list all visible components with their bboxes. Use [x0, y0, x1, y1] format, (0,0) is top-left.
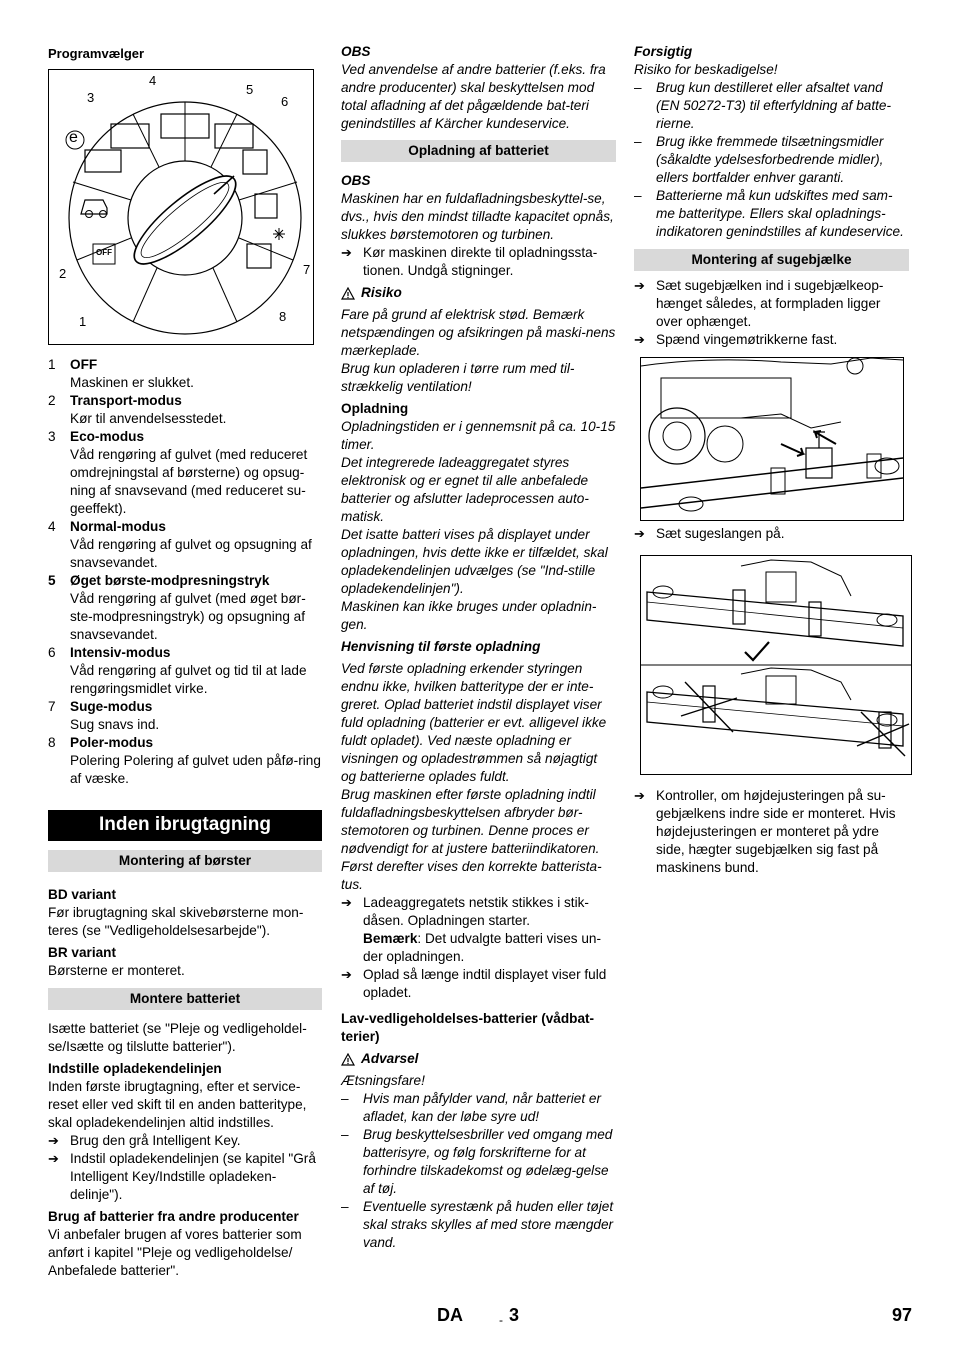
mode-desc: Våd rengøring af gulvet og tid til at lade rengøringsmidlet virke. — [70, 663, 307, 696]
forsigtig-subheading: Risiko for beskadigelse! — [634, 62, 778, 77]
henvisning-paragraph: Ved første opladning erkender styringen endnu ikke, hvilken batteritype der er inte-greret. Oplad batteriet indstil displayet viser fuld opladning (batterier er evt. alligevel ikke fuldt opladet). Ved næste opladning er visningen og opladestrømmen så nøjagtigt og batterierne oplades fuldt. — [341, 661, 607, 784]
arrow-icon — [634, 787, 656, 877]
arrow-icon — [341, 244, 363, 280]
mode-desc: Kør til anvendelsesstedet. — [70, 411, 227, 426]
footer-dash: - — [499, 1313, 503, 1327]
mode-item: 3 Eco-modus — [48, 429, 145, 444]
mode-item: 5 Øget børste-modpresningstryk — [48, 573, 270, 588]
opladning-paragraph: Opladningstiden er i gennemsnit på ca. 10-15 timer. — [341, 419, 616, 452]
mode-desc: Sug snavs ind. — [70, 717, 160, 732]
arrow-icon — [341, 966, 363, 1002]
instruction-step: ➔ Brug den grå Intelligent Key. — [48, 1132, 322, 1150]
andre-producenter-text: Vi anbefaler brugen af vores batterier som anført i kapitel "Pleje og vedligeholdelse/ Anbefalede batterier". — [48, 1227, 302, 1278]
squeegee-mounting-illustration — [641, 358, 903, 520]
mode-desc: Maskinen er slukket. — [70, 375, 194, 390]
height-adjustment-illustration — [641, 556, 911, 774]
opladning-paragraph: Det isatte batteri vises på displayet under opladningen, hvis dette ikke er tilfældet, skal opladekendelinjen udvælges (se "Ind-stille opladekendelinjen"). — [341, 527, 608, 596]
instruction-step: ➔ Indstil opladekendelinjen (se kapitel "Grå Intelligent Key/Indstille opladeken-delinje"). — [48, 1150, 322, 1204]
obs-text: Maskinen har en fuldafladningsbeskyttel-se, dvs., hvis den mindst tilladte kapacitet opnås, slukkes børstemotoren og turbinen. — [341, 191, 614, 242]
lav-vedligeholdelse-heading: Lav-vedligeholdelses-batterier (vådbat-terier) — [341, 1011, 595, 1044]
mode-item: 6 Intensiv-modus — [48, 645, 171, 660]
mode-item: 7 Suge-modus — [48, 699, 153, 714]
warning-list-item: – Eventuelle syrestænk på huden eller tøjet skal straks skylles af med store mængder vand. — [341, 1199, 614, 1250]
obs-heading: OBS — [341, 44, 371, 59]
risiko-text: Brug kun opladeren i tørre rum med til-strækkelig ventilation! — [341, 361, 575, 394]
dial-label-3: 3 — [87, 90, 95, 105]
mode-desc: Våd rengøring af gulvet (med reduceret omdrejningstal af børsterne) og opsug-ning af snavsevand (med reduceret su-geeffekt). — [70, 447, 308, 516]
section-montering-borster: Montering af børster — [48, 850, 322, 872]
mode-item: 1 OFF — [48, 357, 98, 372]
instruction-step: ➔ Sæt sugebjælken ind i sugebjælkeop-hænget således, at formpladen ligger over ophænget. — [634, 277, 909, 331]
dial-label-7: 7 — [303, 262, 311, 277]
page-number: 97 — [892, 1305, 913, 1325]
column-1 — [48, 40, 322, 1280]
instruction-step: ➔ Kør maskinen direkte til opladningssta-tionen. Undgå stigninger. — [341, 244, 616, 280]
br-variant-heading: BR variant — [48, 945, 116, 960]
mode-list — [48, 356, 322, 788]
warning-list-item: – Hvis man påfylder vand, når batteriet er afladet, kan der løbe syre ud! — [341, 1091, 602, 1124]
heading-programvaelger: Programvælger — [48, 46, 145, 61]
henvisning-paragraph: Brug maskinen efter første opladning indtil fuldafladningsbeskyttelsen afbryder bør-stemotoren og turbinen. Denne proces er nødvendigt for at justere batteriindikatoren. Først derefter vises den korrekte batterista-tus. — [341, 787, 602, 892]
chapter-title: Inden ibrugtagning — [48, 810, 322, 841]
dial-label-4: 4 — [149, 73, 157, 88]
mode-desc: Våd rengøring af gulvet og opsugning af snavsevandet. — [70, 537, 312, 570]
instruction-step: ➔ Sæt sugeslangen på. — [634, 525, 909, 543]
warning-triangle-icon — [341, 287, 355, 300]
mode-desc: Våd rengøring af gulvet (med øget bør-ste-modpresningstryk) og opsugning af snavsevandet. — [70, 591, 306, 642]
dial-label-1: 1 — [79, 314, 87, 329]
section-opladning-batteriet: Opladning af batteriet — [341, 140, 616, 162]
eco-icon-text: e — [69, 129, 78, 146]
dial-label-8: 8 — [279, 309, 287, 324]
caution-list-item: – Brug ikke fremmede tilsætningsmidler (såkaldte ydelsesforbedrende midler), ellers bortfalder enhver garanti. — [634, 134, 884, 185]
program-selector-figure — [48, 69, 314, 345]
obs-heading: OBS — [341, 173, 371, 188]
footer-section-page: 3 — [509, 1305, 520, 1325]
mode-item: 4 Normal-modus — [48, 519, 166, 534]
arrow-icon — [48, 1132, 70, 1150]
opladning-paragraph: Det integrerede ladeaggregatet styres elektronisk og er egnet til alle anbefalede batterier og afslutter ladeprocessen auto-matisk. — [341, 455, 589, 524]
bemaerk-note: Bemærk: Det udvalgte batteri vises un-der opladningen. — [363, 931, 602, 964]
opladning-paragraph: Maskinen kan ikke bruges under opladnin-gen. — [341, 599, 597, 632]
footer-language: DA — [437, 1305, 463, 1325]
advarsel-heading: Advarsel — [341, 1050, 616, 1068]
indstille-text: Inden første ibrugtagning, efter et service-reset eller ved skift til en anden batteritype, skal opladekendelinjen altid indstilles. — [48, 1079, 307, 1130]
obs-text: Ved anvendelse af andre batterier (f.eks. fra andre producenter) skal beskyttelsen mod total afladning af det pågældende bat-teri genindstilles af Kärcher kundeservice. — [341, 62, 606, 131]
forsigtig-heading: Forsigtig — [634, 44, 693, 59]
bd-variant-heading: BD variant — [48, 887, 116, 902]
bd-variant-text: Før ibrugtagning skal skivebørsterne mon-teres (se "Vedligeholdelsesarbejde"). — [48, 905, 304, 938]
indstille-heading: Indstille opladekendelinjen — [48, 1061, 222, 1076]
opladning-heading: Opladning — [341, 401, 409, 416]
henvisning-heading: Henvisning til første opladning — [341, 639, 541, 654]
caution-list-item: – Brug kun destilleret eller afsaltet vand (EN 50272-T3) til efterfyldning af batte-rierne. — [634, 80, 891, 131]
andre-producenter-heading: Brug af batterier fra andre producenter — [48, 1209, 299, 1224]
caution-list-item: – Batterierne må kun udskiftes med sam-me batteritype. Ellers skal opladnings-indikatoren genindstilles af kundeservice. — [634, 188, 904, 239]
arrow-icon — [634, 277, 656, 331]
risiko-text: Fare på grund af elektrisk stød. Bemærk netspændingen og afsikringen på maski-nens mærkeplade. — [341, 307, 616, 358]
dial-label-5: 5 — [246, 82, 254, 97]
mode-item: 8 Poler-modus — [48, 735, 154, 750]
battery-insert-text: Isætte batteriet (se "Pleje og vedligeholdel-se/Isætte og tilslutte batterier"). — [48, 1021, 307, 1054]
arrow-icon — [634, 525, 656, 543]
mode-desc: Polering Polering af gulvet uden påfø-ring af væske. — [70, 753, 321, 786]
instruction-step: ➔ Kontroller, om højdejusteringen på su-gebjælkens indre side er monteret. Hvis højdejusteringen er monteret på ydre side, hægter sugebjælken sig fast på maskinens bund. — [634, 787, 909, 877]
arrow-icon — [634, 331, 656, 349]
column-3 — [634, 40, 909, 877]
risiko-heading: Risiko — [341, 284, 616, 302]
br-variant-text: Børsterne er monteret. — [48, 963, 185, 978]
dial-label-6: 6 — [281, 94, 289, 109]
mode-item: 2 Transport-modus — [48, 393, 182, 408]
instruction-step: ➔ Ladeaggregatets netstik stikkes i stik-dåsen. Opladningen starter. — [341, 894, 616, 930]
program-dial-illustration — [49, 70, 313, 344]
off-icon-text: OFF — [96, 248, 112, 257]
warning-triangle-icon — [341, 1053, 355, 1066]
arrow-icon — [48, 1150, 70, 1204]
warning-list-item: – Brug beskyttelsesbriller ved omgang med batterisyre, og følg forskrifterne for at forhindre tilskadekomst og ødelæg-gelse af tøj. — [341, 1127, 613, 1196]
dial-label-2: 2 — [59, 266, 67, 281]
height-adjustment-figure — [640, 555, 912, 775]
arrow-icon — [341, 894, 363, 930]
squeegee-mounting-figure — [640, 357, 904, 521]
section-montering-sugebjaelke: Montering af sugebjælke — [634, 249, 909, 271]
instruction-step: ➔ Oplad så længe indtil displayet viser fuld opladet. — [341, 966, 616, 1002]
instruction-step: ➔ Spænd vingemøtrikkerne fast. — [634, 331, 909, 349]
column-2 — [341, 40, 616, 1252]
section-montere-batteriet: Montere batteriet — [48, 988, 322, 1010]
aetsningsfare-text: Ætsningsfare! — [341, 1073, 425, 1088]
